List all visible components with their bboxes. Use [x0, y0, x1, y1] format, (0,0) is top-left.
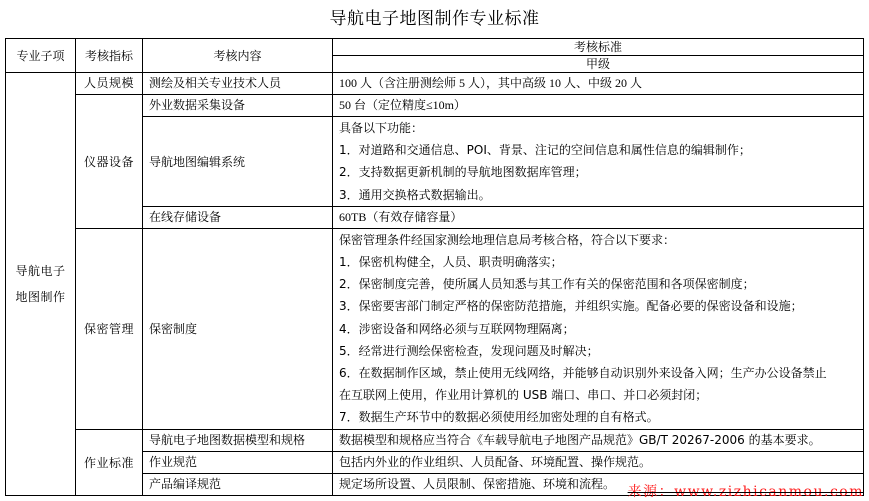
- table-row: [6, 228, 864, 429]
- main-category-cell: [6, 73, 76, 496]
- standard-line: 5．经常进行测绘保密检查，发现问题及时解决；: [339, 343, 599, 358]
- indicator-instrument-equipment: 仪器设备: [76, 95, 143, 229]
- standards-table: [5, 38, 864, 496]
- content-cell: 外业数据采集设备: [143, 95, 333, 117]
- standard-line: 2．保密制度完善，使所属人员知悉与其工作有关的保密范围和各项保密制度；: [339, 277, 755, 292]
- standard-cell: 包括内外业的作业组织、人员配备、环境配置、操作规范。: [333, 451, 864, 473]
- page-title: 导航电子地图制作专业标准: [329, 9, 540, 29]
- header-grade-a: 甲级: [333, 56, 864, 73]
- table-row: [6, 73, 864, 95]
- standard-cell: 规定场所设置、人员限制、保密措施、环境和流程。: [333, 473, 864, 495]
- content-cell: 作业规范: [143, 451, 333, 473]
- standard-line: 在互联网上使用，作业用计算机的 USB 端口、串口、并口必须封闭；: [339, 388, 708, 403]
- standard-cell-multiline: [333, 228, 864, 429]
- standard-cell: 数据模型和规格应当符合《车载导航电子地图产品规范》GB/T 20267-2006 的基本要求。: [333, 429, 864, 451]
- content-cell: 保密制度: [143, 228, 333, 429]
- source-watermark: 来源：www.zizhicanmou.com: [627, 484, 864, 500]
- standard-line: 具备以下功能：: [339, 121, 424, 135]
- header-assessment-standard: 考核标准: [333, 39, 864, 56]
- header-assessment-indicator: 考核指标: [76, 39, 143, 73]
- header-row-1: [6, 39, 864, 56]
- main-category-line1: 导航电子: [15, 263, 66, 278]
- content-cell: 在线存储设备: [143, 206, 333, 228]
- indicator-operation-standard: 作业标准: [76, 429, 143, 495]
- standard-line: 保密管理条件经国家测绘地理信息局考核合格，符合以下要求：: [339, 232, 676, 247]
- indicator-personnel-scale: 人员规模: [76, 73, 143, 95]
- header-assessment-content: 考核内容: [143, 39, 333, 73]
- table-row: [6, 95, 864, 117]
- standard-cell: 50 台（定位精度≤10m）: [333, 95, 864, 117]
- standard-line: 3．通用交换格式数据输出。: [339, 187, 491, 202]
- header-specialty-subitem: 专业子项: [6, 39, 76, 73]
- standard-line: 6．在数据制作区域，禁止使用无线网络，并能够自动识别外来设备入网；生产办公设备禁止: [339, 366, 827, 381]
- standard-cell-multiline: [333, 117, 864, 207]
- table-row: [6, 429, 864, 451]
- standard-cell: 60TB（有效存储容量）: [333, 206, 864, 228]
- standard-line: 1．对道路和交通信息、POI、背景、注记的空间信息和属性信息的编辑制作；: [339, 143, 751, 158]
- indicator-confidentiality-management: 保密管理: [76, 228, 143, 429]
- content-cell: 测绘及相关专业技术人员: [143, 73, 333, 95]
- standard-line: 1．保密机构健全，人员、职责明确落实；: [339, 255, 563, 270]
- standard-line: 4．涉密设备和网络必须与互联网物理隔离；: [339, 321, 575, 336]
- standard-line: 7．数据生产环节中的数据必须使用经加密处理的自有格式。: [339, 410, 659, 425]
- standard-line: 3．保密要害部门制定严格的保密防范措施，并组织实施。配备必要的保密设备和设施；: [339, 299, 803, 314]
- standard-line: 2．支持数据更新机制的导航地图数据库管理；: [339, 165, 587, 180]
- content-cell: 导航电子地图数据模型和规格: [143, 429, 333, 451]
- content-cell: 产品编译规范: [143, 473, 333, 495]
- standard-cell: 100 人（含注册测绘师 5 人），其中高级 10 人、中级 20 人: [333, 73, 864, 95]
- content-cell: 导航地图编辑系统: [143, 117, 333, 207]
- main-category-line2: 地图制作: [15, 289, 66, 304]
